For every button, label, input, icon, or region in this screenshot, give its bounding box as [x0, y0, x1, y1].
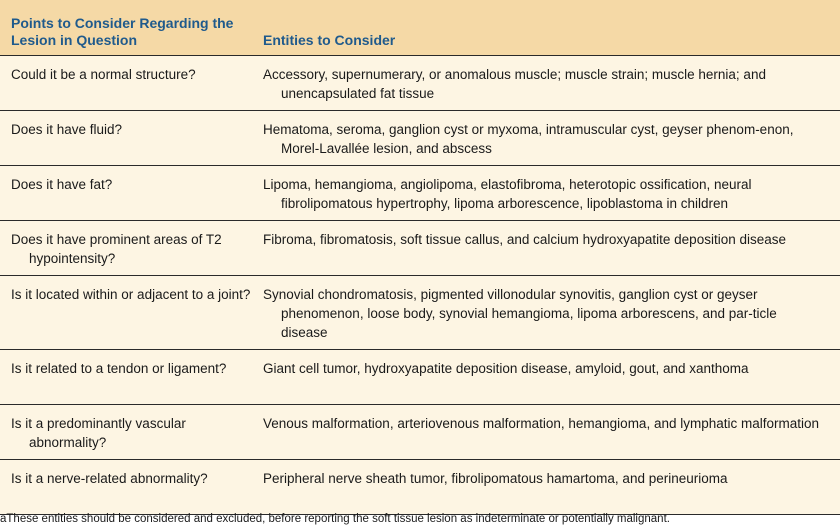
point-cell: Does it have fat?	[0, 165, 252, 220]
entities-cell: Hematoma, seroma, ganglion cyst or myxoma, intramuscular cyst, geyser phenom-enon, Morel-Lavallée lesion, and abscess	[252, 110, 840, 165]
point-cell: Is it a predominantly vascular abnormality?	[0, 404, 252, 459]
table-row	[0, 55, 840, 110]
table-row	[0, 165, 840, 220]
point-cell: Is it related to a tendon or ligament?	[0, 349, 252, 404]
table-row	[0, 349, 840, 404]
entities-cell: Lipoma, hemangioma, angiolipoma, elastofibroma, heterotopic ossification, neural fibrolipomatous hypertrophy, lipoma arborescence, lipoblastoma in children	[252, 165, 840, 220]
table-row	[0, 220, 840, 275]
point-cell: Does it have fluid?	[0, 110, 252, 165]
table-row	[0, 275, 840, 349]
table-row	[0, 459, 840, 514]
header-entities: Entities to Consider	[263, 31, 396, 48]
point-cell: Is it located within or adjacent to a joint?	[0, 275, 252, 349]
entities-cell: Synovial chondromatosis, pigmented villonodular synovitis, ganglion cyst or geyser phenomenon, loose body, synovial hemangioma, lipoma arborescens, and par-ticle disease	[252, 275, 840, 349]
entities-cell: Fibroma, fibromatosis, soft tissue callus, and calcium hydroxyapatite deposition disease	[252, 220, 840, 275]
point-cell: Is it a nerve-related abnormality?	[0, 459, 252, 514]
entities-cell: Accessory, supernumerary, or anomalous muscle; muscle strain; muscle hernia; and unencapsulated fat tissue	[252, 55, 840, 110]
point-cell: Could it be a normal structure?	[0, 55, 252, 110]
table-row	[0, 110, 840, 165]
point-cell: Does it have prominent areas of T2 hypointensity?	[0, 220, 252, 275]
entities-cell: Venous malformation, arteriovenous malformation, hemangioma, and lymphatic malformation	[252, 404, 840, 459]
table-footnote: aThese entities should be considered and excluded, before reporting the soft tissue lesion as indeterminate or potentially malignant.	[0, 513, 670, 525]
table-header-row	[0, 0, 840, 55]
entities-cell: Peripheral nerve sheath tumor, fibrolipomatous hamartoma, and perineurioma	[252, 459, 840, 514]
table-row	[0, 404, 840, 459]
entities-cell: Giant cell tumor, hydroxyapatite deposition disease, amyloid, gout, and xanthoma	[252, 349, 840, 404]
header-points: Points to Consider Regarding the Lesion in Question	[11, 14, 234, 48]
